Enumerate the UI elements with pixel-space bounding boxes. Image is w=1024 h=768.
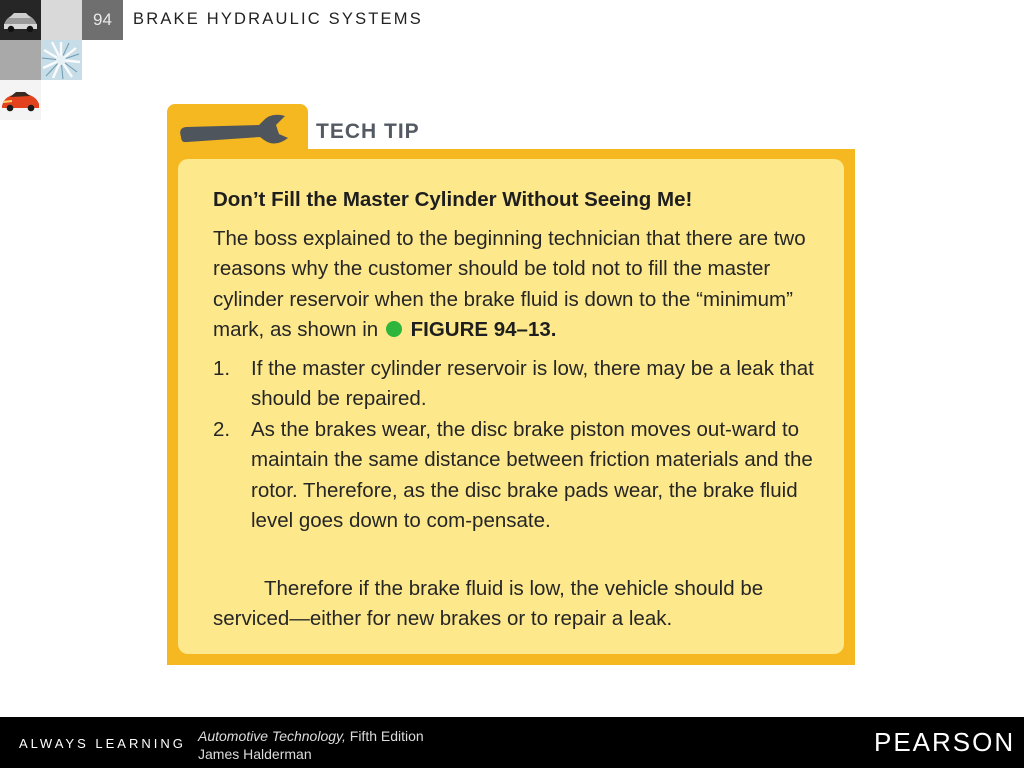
book-title-text: Automotive Technology,: [198, 728, 346, 744]
publisher-logo: PEARSON: [874, 727, 1016, 757]
tip-intro: [213, 224, 823, 345]
tech-tip-tab: [167, 104, 308, 154]
header-tile: [41, 0, 82, 40]
footer-bar: [0, 717, 1024, 768]
book-author: James Halderman: [198, 746, 312, 762]
figure-reference: FIGURE 94–13.: [410, 317, 557, 341]
list-item: As the brakes wear, the disc brake piston moves out-ward to maintain the same distance between friction materials and the rotor. Therefore, as the disc brake pads wear, the brake fluid level goes down to com-pensate.: [251, 418, 813, 532]
car-thumbnail-dark: [0, 0, 41, 40]
wrench-icon: [167, 104, 308, 154]
figure-bullet-icon: [386, 321, 402, 337]
tip-heading: Don’t Fill the Master Cylinder Without Seeing Me!: [213, 188, 693, 211]
tip-conclusion: Therefore if the brake fluid is low, the vehicle should be serviced—either for new brakes or to repair a leak.: [213, 577, 764, 631]
turbine-thumbnail: [41, 40, 82, 80]
header-tile: [0, 40, 41, 80]
tech-tip-label: TECH TIP: [316, 120, 420, 143]
book-edition: Fifth Edition: [349, 728, 424, 744]
book-title: [198, 728, 424, 744]
list-number: 1.: [213, 357, 231, 380]
list-item: If the master cylinder reservoir is low, there may be a leak that should be repaired.: [251, 357, 814, 411]
footer-tagline: ALWAYS LEARNING: [19, 736, 186, 751]
tip-intro-text: The boss explained to the beginning technician that there are two reasons why the customer should be told not to fill the master cylinder reservoir when the brake fluid is down to the “minimum” mark, as shown in: [213, 227, 806, 341]
slide-number: 94: [82, 0, 123, 40]
list-number: 2.: [213, 418, 231, 441]
sports-car-thumbnail: [0, 80, 41, 120]
page-title: BRAKE HYDRAULIC SYSTEMS: [133, 10, 423, 28]
